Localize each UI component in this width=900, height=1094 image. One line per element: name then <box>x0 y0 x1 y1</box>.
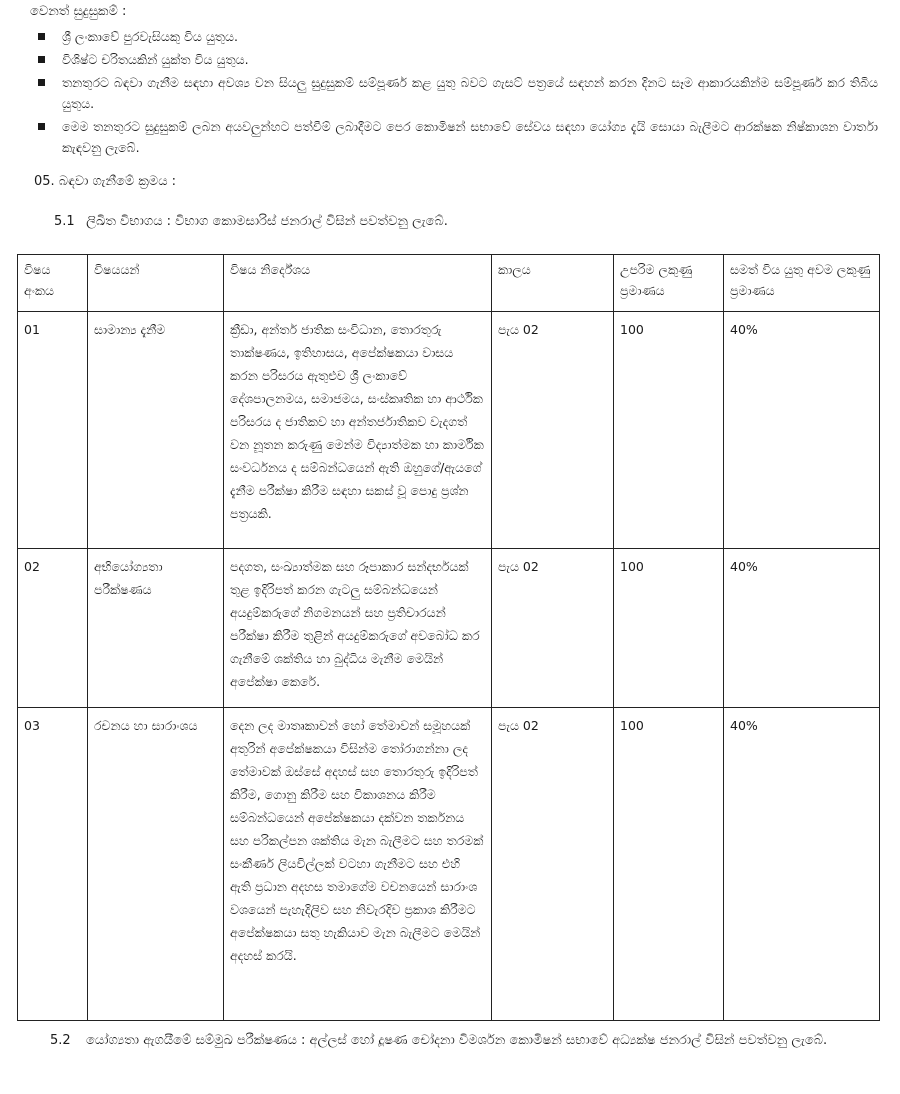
cell-syllabus: ක්‍රීඩා, අන්තර් ජාතික සංවිධාන, තොරතුරු තාක්ෂණය, ඉතිහාසය, අපේක්ෂකයා වාසය කරන පරිසරය ඇතුළුව ශ්‍රී ලංකාවේ දේශපාලනමය, සමාජමය, සංස්කෘතික හා ආර්ථික පරිසරය ද ජාතිකව හා අන්තර්ජාතිකව වැදගත් වන නූතන කරුණු මෙන්ම විද්‍යාත්මක හා කාර්මික සංවර්ධනය ද සම්බන්ධයෙන් ඇති ඔහුගේ/ඇයගේ දැනීම පරීක්ෂා කිරීම සඳහා සකස් වූ පොදු ප්‍රශ්න පත්‍රයකි. <box>224 312 492 549</box>
section-5-1-text: ලිඛිත විභාගය : විභාග කොමසාරිස් ජනරාල් විසින් පවත්වනු ලැබේ. <box>86 214 448 229</box>
table-row <box>18 549 880 708</box>
cell-subject: අභියෝග්‍යතා පරීක්ෂණය <box>88 549 224 708</box>
other-qualifications-heading: වෙනත් සුදුසුකම් : <box>30 4 127 19</box>
cell-max-marks: 100 <box>614 312 724 549</box>
cell-syllabus: දෙන ලද මාතෘකාවන් හෝ තේමාවන් සමූහයක් අතුරින් අපේක්ෂකයා විසින්ම තෝරාගන්නා ලද තේමාවක් ඔස්සේ අදහස් සහ තොරතුරු ඉදිරිපත් කිරීම, ගොනු කිරීම සහ විකාශනය කිරීම සම්බන්ධයෙන් අපේක්ෂකයා දක්වන තර්කනය සහ පරිකල්පන ශක්තිය මැන බැලීමට සහ තරමක් සංකීර්ණ ලියවිල්ලක් වටහා ගැනීමට සහ එහි ඇති ප්‍රධාන අදහස තමාගේම වචනයෙන් සාරාංශ වශයෙන් පැහැදිලිව සහ නිවැරදිව ප්‍රකාශ කිරීමට අපේක්ෂකයා සතු හැකියාව මැන බැලීමට මෙයින් අදහස් කරයි. <box>224 708 492 1021</box>
cell-pass-marks: 40% <box>724 312 880 549</box>
section-5-1-number: 5.1 <box>54 214 75 229</box>
section-05-title: 05. බඳවා ගැනීමේ ක්‍රමය : <box>34 174 177 189</box>
header-syllabus: විෂය නිර්දේශය <box>224 255 492 312</box>
cell-subject-number: 01 <box>18 312 88 549</box>
cell-max-marks: 100 <box>614 549 724 708</box>
table-row <box>18 312 880 549</box>
cell-subject-number: 03 <box>18 708 88 1021</box>
header-duration: කාලය <box>492 255 614 312</box>
section-5-2 <box>50 1030 886 1052</box>
header-max-marks: උපරිම ලකුණු ප්‍රමාණය <box>614 255 724 312</box>
section-5-2-text: යෝග්‍යතා ඇගයීමේ සම්මුඛ පරීක්ෂණය : අල්ලස් හෝ දූෂණ චෝදනා විමර්ශන කොමිෂන් සභාවේ අධ්‍යක්ෂ ජනරාල් විසින් පවත්වනු ලැබේ. <box>86 1033 828 1048</box>
cell-duration: පැය 02 <box>492 708 614 1021</box>
table-row <box>18 708 880 1021</box>
exam-subjects-table <box>17 254 880 1021</box>
section-5-1 <box>54 214 448 229</box>
cell-subject: රචනය හා සාරාංශය <box>88 708 224 1021</box>
qualifications-list <box>36 26 878 160</box>
cell-subject: සාමාන්‍ය දැනීම <box>88 312 224 549</box>
section-5-2-number: 5.2 <box>50 1033 71 1048</box>
qualification-item: ශ්‍රී ලංකාවේ පුරවැසියකු විය යුතුය. <box>36 26 878 47</box>
qualification-item: විශිෂ්ට චරිතයකින් යුක්ත විය යුතුය. <box>36 49 878 70</box>
header-pass-marks: සමත් විය යුතු අවම ලකුණු ප්‍රමාණය <box>724 255 880 312</box>
cell-max-marks: 100 <box>614 708 724 1021</box>
qualification-item: තනතුරට බඳවා ගැනීම සඳහා අවශ්‍ය වන සියලු සුදුසුකම් සම්පූර්ණ කළ යුතු බවට ගැසට් පත්‍රයේ සඳහන් කරන දිනට සෑම ආකාරයකින්ම සම්පූර්ණ කර තිබිය යුතුය. <box>36 72 878 114</box>
cell-syllabus: පදගත, සංඛ්‍යාත්මක සහ රූපාකාර සන්දර්භයක් තුළ ඉදිරිපත් කරන ගැටලු සම්බන්ධයෙන් අයදුම්කරුගේ නිගමනයන් සහ ප්‍රතිචාරයන් පරීක්ෂා කිරීම තුළින් අයදුම්කරුගේ අවබෝධ කර ගැනීමේ ශක්තිය හා බුද්ධිය මැනීම මෙයින් අපේක්ෂා කෙරේ. <box>224 549 492 708</box>
cell-pass-marks: 40% <box>724 549 880 708</box>
qualification-item: මෙම තනතුරට සුදුසුකම් ලබන අයවලුන්හට පත්වීම් ලබාදීමට පෙර කොමිෂන් සභාවේ සේවය සඳහා යෝග්‍ය දැයි සොයා බැලීමට ආරක්ෂක නිෂ්කාශන වාර්තා කැඳවනු ලැබේ. <box>36 116 878 158</box>
header-subject-number: විෂය අංකය <box>18 255 88 312</box>
cell-pass-marks: 40% <box>724 708 880 1021</box>
header-subjects: විෂයයන් <box>88 255 224 312</box>
cell-duration: පැය 02 <box>492 312 614 549</box>
table-header-row <box>18 255 880 312</box>
cell-duration: පැය 02 <box>492 549 614 708</box>
cell-subject-number: 02 <box>18 549 88 708</box>
